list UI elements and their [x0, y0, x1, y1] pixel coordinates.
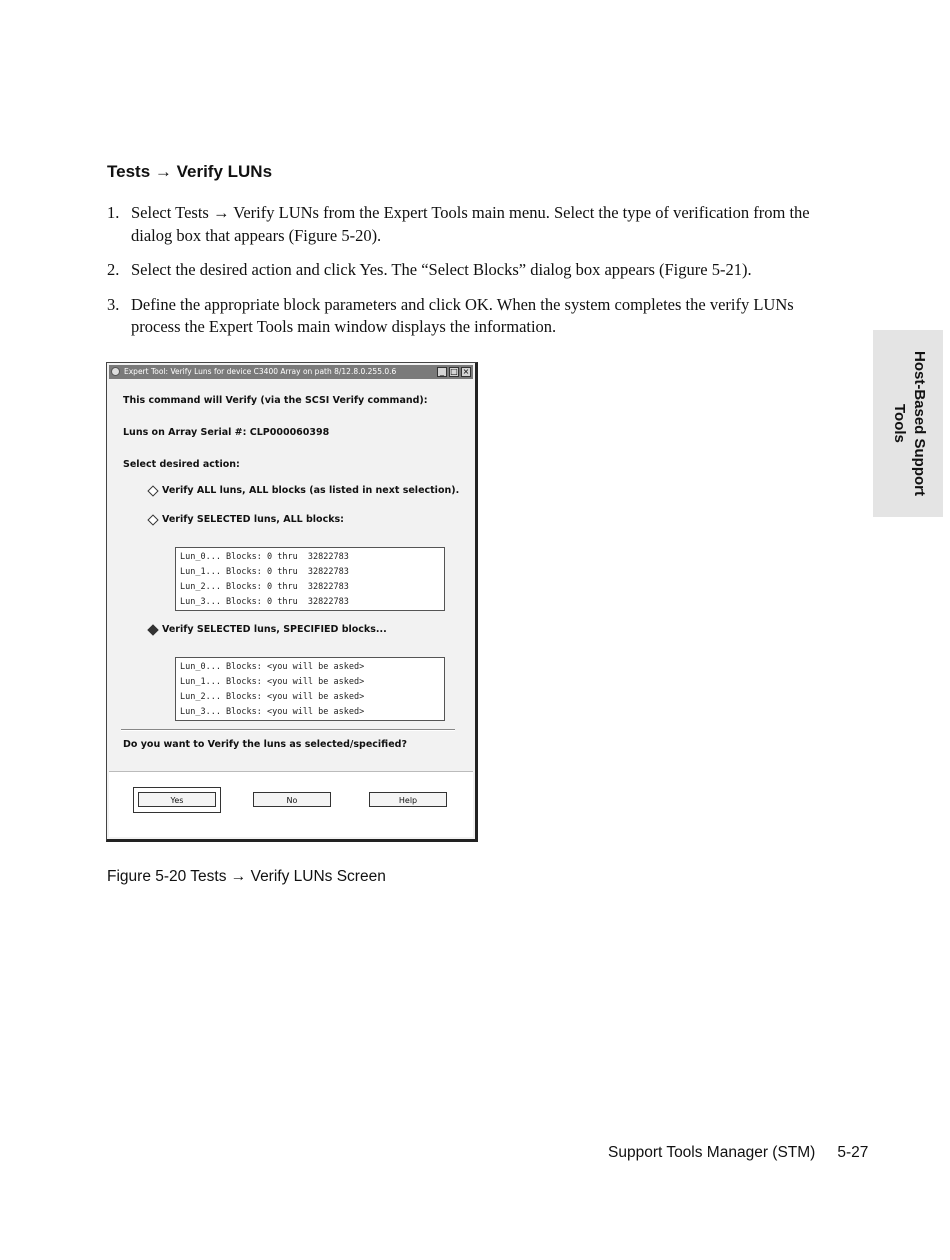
maximize-icon[interactable]: □: [450, 367, 458, 376]
lun-specified-blocks-list[interactable]: [175, 657, 445, 721]
step-number: 1.: [107, 203, 120, 222]
list-item[interactable]: Lun_2... Blocks: 0 thru 32822783: [180, 582, 349, 592]
yes-button[interactable]: Yes: [138, 792, 216, 807]
step-text: Define the appropriate block parameters and click OK. When the system completes the verify LUNs process the Expert Tools main window displays the information.: [131, 294, 794, 336]
list-item[interactable]: Lun_3... Blocks: <you will be asked>: [180, 707, 365, 717]
step-text: Select Tests → Verify LUNs from the Expert Tools main menu. Select the type of verification from the dialog box that appears (Figure 5-20).: [131, 203, 810, 245]
list-item[interactable]: Lun_1... Blocks: <you will be asked>: [180, 677, 365, 687]
help-button[interactable]: Help: [369, 792, 447, 807]
lun-blocks-list[interactable]: [175, 547, 445, 611]
section-heading: Tests → Verify LUNs: [107, 162, 273, 181]
steps-list: [107, 202, 847, 351]
list-item[interactable]: Lun_0... Blocks: 0 thru 32822783: [180, 552, 349, 562]
list-item[interactable]: Lun_2... Blocks: <you will be asked>: [180, 692, 365, 702]
radio-verify-all[interactable]: [147, 485, 158, 496]
step-item: [107, 259, 847, 282]
step-number: 2.: [107, 260, 120, 279]
step-text: Select the desired action and click Yes. The “Select Blocks” dialog box appears (Figure 5-21).: [131, 260, 752, 279]
option-verify-selected-all[interactable]: Verify SELECTED luns, ALL blocks:: [162, 514, 344, 525]
step-number: 3.: [107, 294, 120, 314]
verify-luns-dialog: [106, 362, 478, 842]
dialog-intro: This command will Verify (via the SCSI Verify command):: [123, 395, 428, 406]
radio-verify-selected-specified[interactable]: [147, 624, 158, 635]
page-number: 5-27: [837, 1144, 869, 1161]
dialog-divider: [121, 729, 455, 731]
close-icon[interactable]: ×: [462, 367, 470, 376]
select-action-label: Select desired action:: [123, 459, 240, 470]
figure-caption: Figure 5-20 Tests → Verify LUNs Screen: [107, 868, 386, 885]
list-item[interactable]: Lun_3... Blocks: 0 thru 32822783: [180, 597, 349, 607]
radio-verify-selected-all[interactable]: [147, 514, 158, 525]
chapter-side-tab-label: Host-Based Support Tools: [891, 350, 928, 496]
list-item[interactable]: Lun_1... Blocks: 0 thru 32822783: [180, 567, 349, 577]
list-item[interactable]: Lun_0... Blocks: <you will be asked>: [180, 662, 365, 672]
confirm-question: Do you want to Verify the luns as selected/specified?: [123, 739, 407, 750]
step-item: [107, 294, 847, 339]
window-app-icon: [111, 367, 120, 376]
option-verify-selected-specified[interactable]: Verify SELECTED luns, SPECIFIED blocks...: [162, 624, 387, 635]
step-item: [107, 202, 847, 247]
minimize-icon[interactable]: _: [437, 367, 447, 377]
dialog-titlebar: [109, 365, 473, 379]
no-button[interactable]: No: [253, 792, 331, 807]
page-footer: [608, 1144, 868, 1162]
array-serial: Luns on Array Serial #: CLP000060398: [123, 427, 330, 438]
dialog-title: Expert Tool: Verify Luns for device C3400 Array on path 8/12.8.0.255.0.6: [124, 367, 397, 376]
chapter-side-tab: [873, 330, 943, 517]
option-verify-all[interactable]: Verify ALL luns, ALL blocks (as listed in next selection).: [162, 485, 460, 496]
footer-title: Support Tools Manager (STM): [608, 1144, 816, 1161]
